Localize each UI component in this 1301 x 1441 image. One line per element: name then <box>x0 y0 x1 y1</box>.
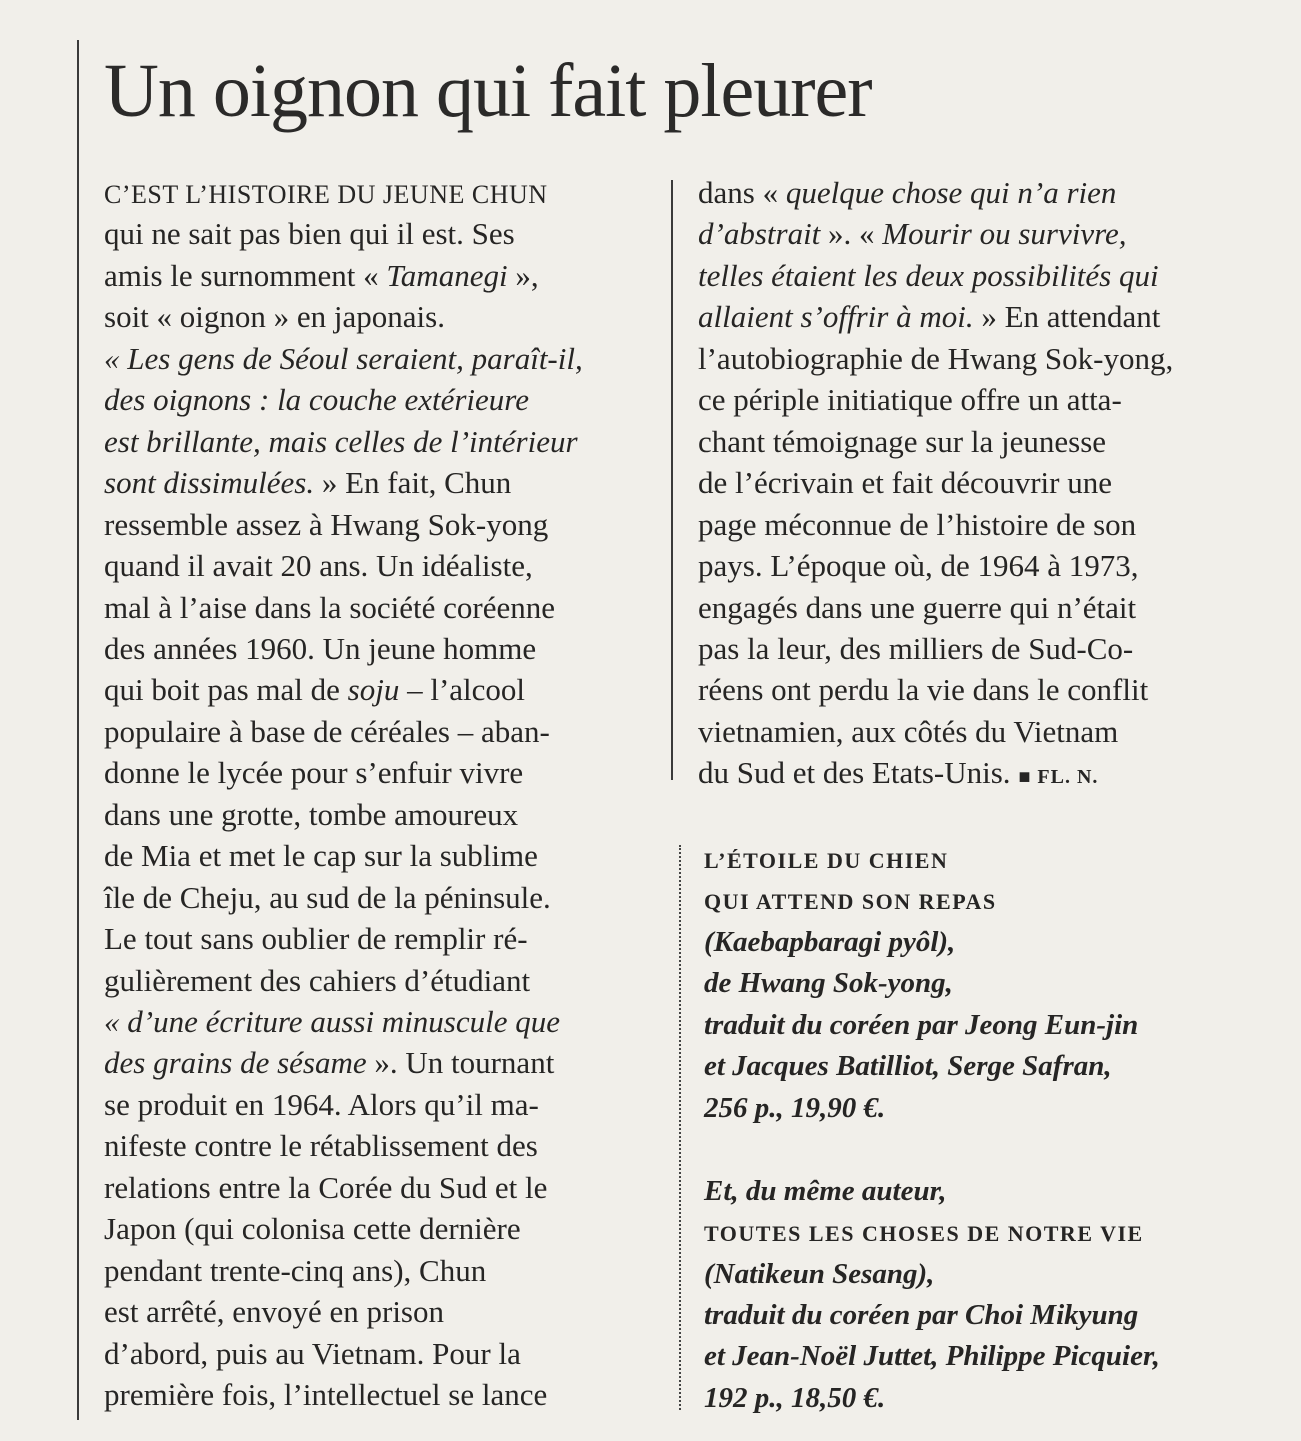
text-run: 192 p., 18,50 €. <box>704 1381 886 1414</box>
text-run: « Les gens de Séoul seraient, paraît-il, <box>104 340 583 376</box>
text-line <box>104 548 533 584</box>
book-info-line <box>704 1006 1138 1043</box>
text-run: est arrêté, envoyé en prison <box>104 1294 445 1330</box>
text-run: gulièrement des cahiers d’étudiant <box>104 962 531 998</box>
text-line <box>698 672 1148 708</box>
text-run: des grains de sésame <box>104 1045 367 1081</box>
text-run: réens ont perdu la vie dans le conflit <box>698 672 1149 708</box>
text-run: » En fait, Chun <box>314 465 512 501</box>
text-line <box>698 590 1136 626</box>
text-run: chant témoignage sur la jeunesse <box>698 423 1107 459</box>
text-line <box>104 1294 444 1330</box>
text-line <box>698 507 1136 543</box>
text-run: du Sud et des Etats-Unis. <box>698 755 1019 791</box>
text-run: de Hwang Sok-yong, <box>704 967 953 1000</box>
text-run: Mourir ou survivre, <box>882 216 1127 252</box>
text-run: », <box>507 257 539 293</box>
text-line <box>104 1377 547 1413</box>
text-line <box>104 963 530 999</box>
text-line <box>698 465 1112 501</box>
text-run: d’abstrait <box>698 216 821 252</box>
text-run: Tamanegi <box>386 257 508 293</box>
text-run: pendant trente-cinq ans), Chun <box>104 1252 487 1288</box>
text-line <box>698 382 1122 418</box>
text-run: première fois, l’intellectuel se lance <box>104 1377 548 1413</box>
text-run: « d’une écriture aussi minuscule que <box>104 1004 561 1039</box>
text-line <box>104 590 555 626</box>
text-run: traduit du coréen par Choi Mikyung <box>704 1298 1139 1331</box>
text-run: île de Cheju, au sud de la péninsule. <box>104 879 551 915</box>
book-info-line <box>704 881 997 920</box>
text-line <box>104 216 515 252</box>
text-line <box>698 341 1173 377</box>
text-run: » En attendant <box>973 299 1161 335</box>
text-run: populaire à base de céréales – aban- <box>104 713 550 749</box>
text-line <box>698 175 1116 211</box>
text-run: quelque chose qui n’a rien <box>785 175 1117 210</box>
text-line <box>104 1087 539 1123</box>
text-run: qui boit pas mal de <box>104 672 348 708</box>
text-line <box>698 258 1159 294</box>
text-line <box>698 548 1139 584</box>
text-line <box>698 299 1160 335</box>
book-info-line <box>704 1337 1160 1374</box>
left-margin-rule <box>77 40 79 1420</box>
article-title: Un oignon qui fait pleurer <box>104 49 872 133</box>
text-run: TOUTES LES CHOSES DE NOTRE VIE <box>704 1221 1144 1247</box>
text-run: engagés dans une guerre qui n’était <box>698 589 1137 625</box>
text-run: Et, du même auteur, <box>704 1174 947 1207</box>
text-run: soju <box>347 672 400 708</box>
text-run: soit « oignon » en japonais. <box>104 299 445 335</box>
text-line <box>698 631 1133 667</box>
text-run: ». Un tournant <box>366 1045 555 1081</box>
text-run: pays. L’époque où, de 1964 à 1973, <box>698 548 1139 584</box>
text-run: dans une grotte, tombe amoureux <box>104 796 519 832</box>
book-info-line <box>704 1255 934 1292</box>
text-line <box>104 258 539 294</box>
text-line <box>104 921 528 957</box>
text-run: d’abord, puis au Vietnam. Pour la <box>104 1335 521 1371</box>
text-run: C’EST L’HISTOIRE DU JEUNE CHUN <box>104 180 548 209</box>
text-line <box>104 341 583 377</box>
text-run: et Jacques Batilliot, Serge Safran, <box>704 1050 1112 1083</box>
text-line <box>104 672 525 708</box>
text-run: L’ÉTOILE DU CHIEN <box>704 848 949 873</box>
text-run: sont dissimulées. <box>104 465 315 501</box>
text-run: amis le surnomment « <box>104 257 387 293</box>
text-run: de l’écrivain et fait découvrir une <box>698 465 1112 501</box>
text-run: nifeste contre le rétablissement des <box>104 1128 538 1164</box>
text-line <box>104 1004 560 1040</box>
column-divider <box>671 180 673 780</box>
text-run: est brillante, mais celles de l’intérieur <box>104 423 578 459</box>
text-run: – l’alcool <box>399 672 526 708</box>
text-run: des années 1960. Un jeune homme <box>104 630 537 666</box>
text-line <box>104 880 551 916</box>
text-run: mal à l’aise dans la société coréenne <box>104 589 555 625</box>
book-info-line <box>704 1296 1138 1333</box>
text-line <box>104 299 445 335</box>
text-run: se produit en 1964. Alors qu’il ma- <box>104 1086 539 1122</box>
text-run: traduit du coréen par Jeong Eun-jin <box>704 1008 1139 1041</box>
text-line <box>104 1253 486 1289</box>
text-line <box>104 1045 554 1081</box>
text-run: relations entre la Corée du Sud et le <box>104 1169 548 1205</box>
text-run: qui ne sait pas bien qui il est. Ses <box>104 216 515 252</box>
text-run: Japon (qui colonisa cette dernière <box>104 1211 521 1247</box>
book-info-line <box>704 1172 947 1209</box>
text-line <box>698 714 1118 750</box>
text-line <box>698 216 1127 252</box>
text-run: et Jean-Noël Juttet, Philippe Picquier, <box>704 1340 1160 1373</box>
text-line <box>104 755 523 791</box>
text-run: dans « <box>698 175 786 210</box>
text-run: de Mia et met le cap sur la sublime <box>104 838 538 874</box>
text-line <box>104 714 550 750</box>
text-run: telles étaient les deux possibilités qui <box>698 257 1159 293</box>
text-run: vietnamien, aux côtés du Vietnam <box>698 713 1119 749</box>
book-info-line <box>704 1047 1112 1084</box>
text-run: ». « <box>820 216 883 252</box>
book-info-line <box>704 1213 1144 1252</box>
text-line <box>104 838 538 874</box>
text-run: 256 p., 19,90 €. <box>704 1091 886 1124</box>
text-run: QUI ATTEND SON REPAS <box>704 889 997 915</box>
text-run: Le tout sans oublier de remplir ré- <box>104 921 528 957</box>
book-info-line <box>704 1379 885 1416</box>
text-run: allaient s’offrir à moi. <box>698 299 974 335</box>
text-run: pas la leur, des milliers de Sud-Co- <box>698 630 1134 666</box>
text-run: (Natikeun Sesang), <box>704 1257 935 1290</box>
text-line <box>104 1170 547 1206</box>
text-run: l’autobiographie de Hwang Sok-yong, <box>698 340 1174 376</box>
text-run: quand il avait 20 ans. Un idéaliste, <box>104 548 533 584</box>
text-line <box>104 1336 521 1372</box>
text-run: des oignons : la couche extérieure <box>104 382 529 418</box>
text-run: ce périple initiatique offre un atta- <box>698 382 1122 418</box>
text-line <box>104 631 536 667</box>
text-run: ressemble assez à Hwang Sok-yong <box>104 506 549 542</box>
text-line <box>698 424 1106 460</box>
text-line <box>104 1128 538 1164</box>
text-line <box>104 382 529 418</box>
text-line <box>698 755 1098 795</box>
book-info-line <box>704 923 955 960</box>
text-run: ■ FL. N. <box>1018 766 1099 789</box>
text-run: (Kaebapbaragi pyôl), <box>704 925 956 958</box>
text-line <box>104 797 518 833</box>
text-line <box>104 507 548 543</box>
text-line <box>104 175 548 213</box>
book-info-line <box>704 1089 885 1126</box>
text-run: page méconnue de l’histoire de son <box>698 506 1137 542</box>
sidebar-dotted-divider <box>679 845 681 1410</box>
book-info-line <box>704 840 948 879</box>
text-line <box>104 465 511 501</box>
text-run: donne le lycée pour s’enfuir vivre <box>104 755 524 791</box>
book-info-line <box>704 964 953 1001</box>
text-line <box>104 1211 521 1247</box>
text-line <box>104 424 578 460</box>
